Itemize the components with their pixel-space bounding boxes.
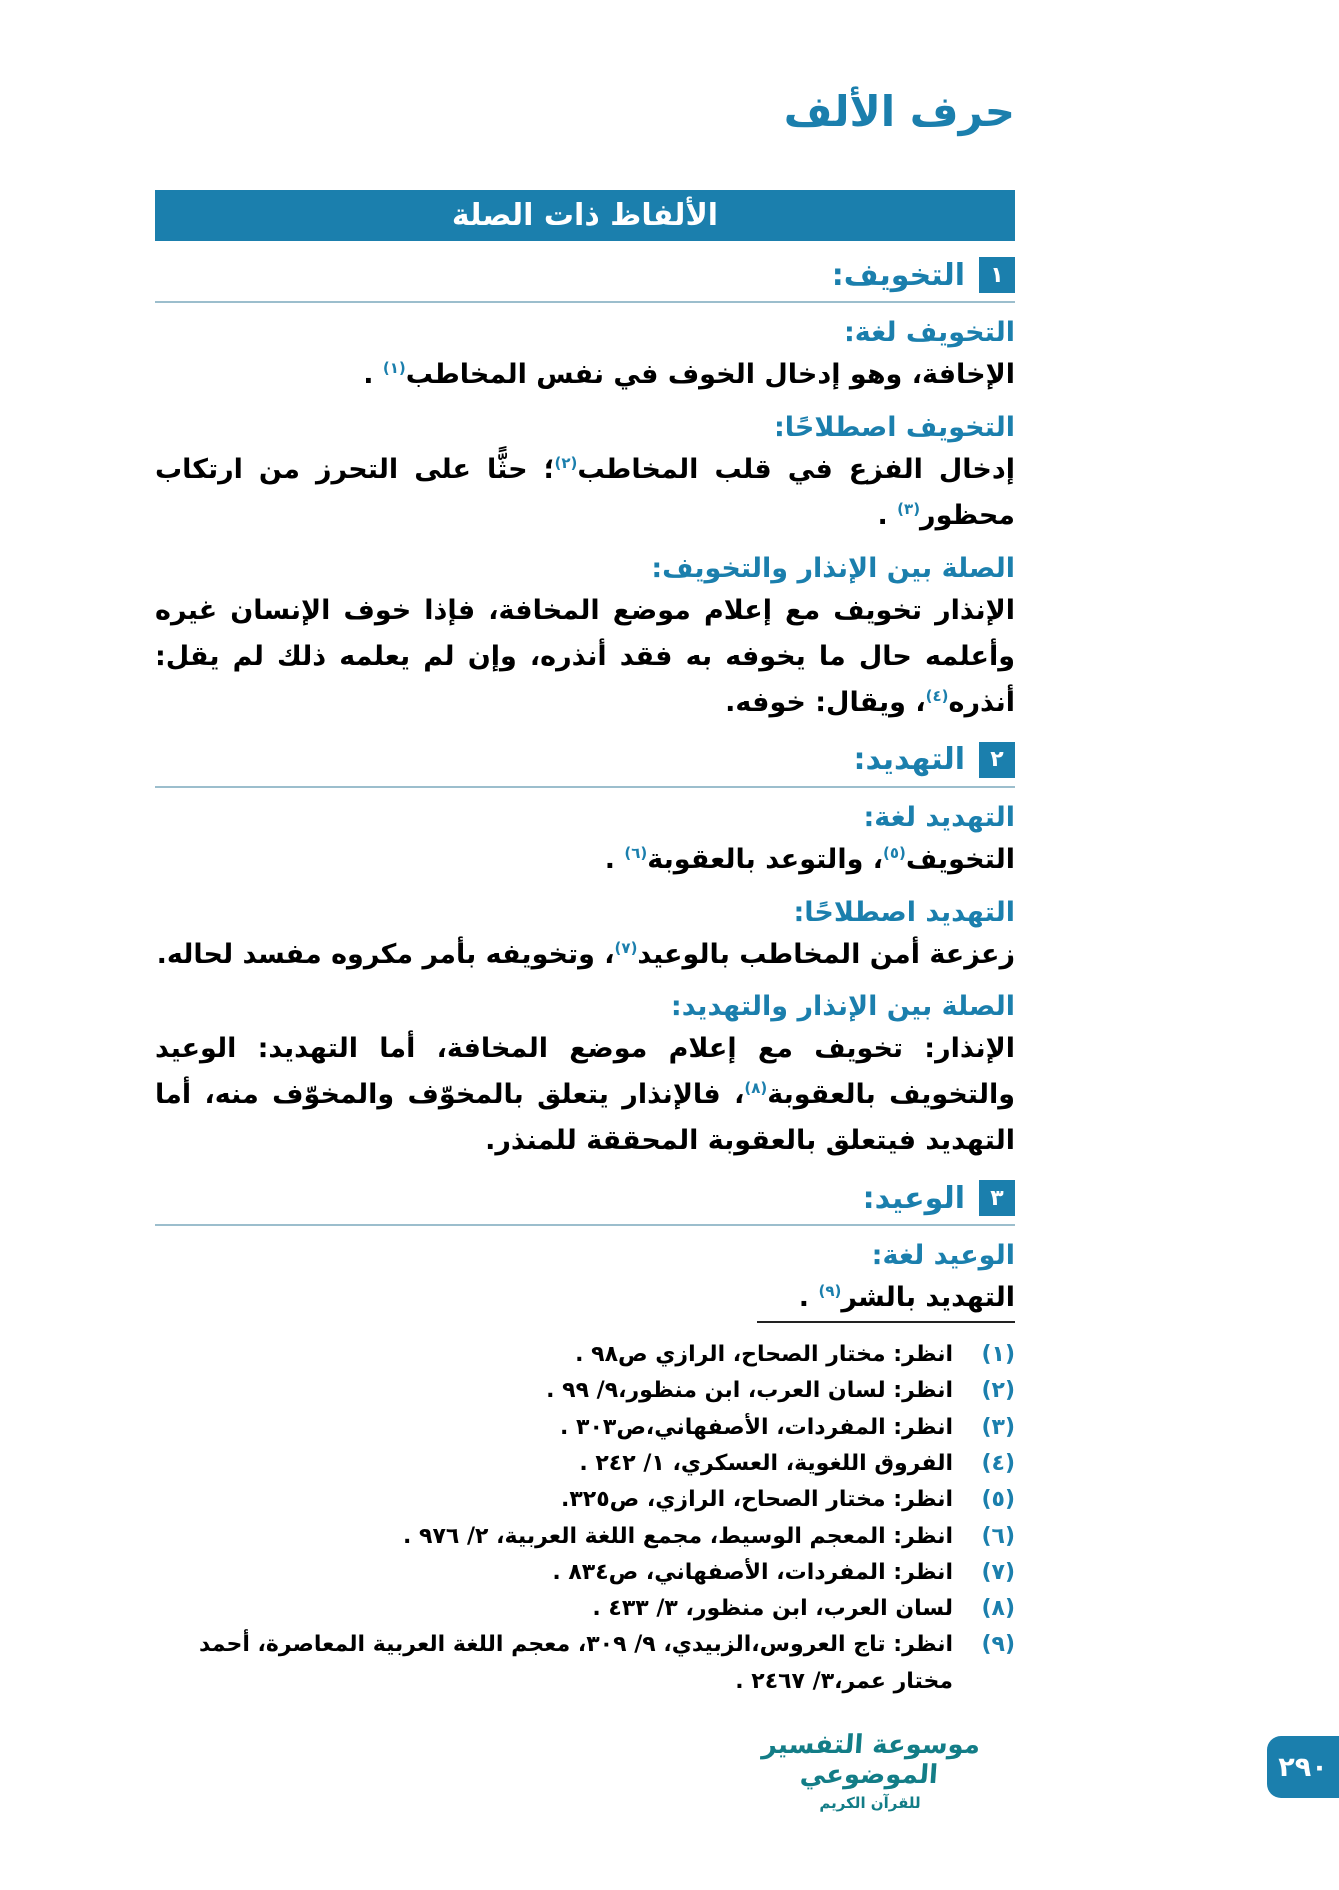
section-number-badge: ٢ (979, 742, 1015, 778)
footnote-text: انظر: المعجم الوسيط، مجمع اللغة العربية، ٢/ ٩٧٦ . (403, 1523, 953, 1549)
section-heading-row (155, 257, 1015, 293)
footnote-text: لسان العرب، ابن منظور، ٣/ ٤٣٣ . (592, 1596, 953, 1622)
footnote-number: (٦) (981, 1523, 1015, 1549)
footnote-ref: (٥) (883, 843, 906, 862)
section-title: الوعيد: (862, 1180, 965, 1216)
publisher-logo-title: موسوعة التفسير الموضوعي (760, 1730, 982, 1790)
section-rule (155, 1224, 1015, 1226)
footnote-number: (٩) (981, 1632, 1015, 1658)
subheading: التهديد لغة: (863, 801, 1015, 833)
body-paragraph: زعزعة أمن المخاطب بالوعيد$^{(٧)}$، وتخويفه بأمر مكروه مفسد لحاله. (156, 938, 1015, 970)
footnote-text: انظر: تاج العروس،الزبيدي، ٩/ ٣٠٩، معجم اللغة العربية المعاصرة، أحمد مختار عمر،٣/ ٢٤٦٧ . (199, 1632, 953, 1694)
footnote-ref: (٢) (554, 454, 578, 473)
footnote-number: (٣) (981, 1414, 1015, 1440)
subheading: التهديد اصطلاحًا: (793, 896, 1015, 928)
section-heading-row (155, 1180, 1015, 1216)
footnote-text: انظر: المفردات، الأصفهاني، ص٨٣٤ . (552, 1559, 953, 1585)
section-title: التخويف: (831, 257, 965, 293)
body-paragraph: إدخال الفزع في قلب المخاطب$^{(٢)}$؛ حثًّا على التحرز من ارتكاب محظور$^{(٣)}$ . (155, 454, 1015, 532)
section-heading-row (155, 742, 1015, 778)
footnote-number: (٧) (981, 1559, 1015, 1585)
section-takhwif (155, 257, 1015, 725)
footnote (155, 1555, 1015, 1591)
section-tahdid (155, 742, 1015, 1164)
footnote-number: (٢) (981, 1378, 1015, 1404)
footnote-ref: (٩) (818, 1282, 842, 1301)
page-number: ٢٩٠ (1278, 1751, 1328, 1783)
footnote-text: انظر: المفردات، الأصفهاني،ص٣٠٣ . (560, 1414, 953, 1440)
footnote-number: (٨) (981, 1596, 1015, 1622)
footnote-text: انظر: لسان العرب، ابن منظور،٩/ ٩٩ . (546, 1378, 953, 1404)
footnote-ref: (٦) (624, 843, 648, 862)
footnote-separator (757, 1321, 1015, 1323)
footnote-ref: (٧) (614, 938, 638, 957)
section-waid (155, 1180, 1015, 1321)
section-number-badge: ١ (979, 257, 1015, 293)
publisher-logo (750, 1730, 990, 1812)
body-paragraph: التهديد بالشر$^{(٩)}$ . (798, 1282, 1015, 1314)
page-number-badge (1267, 1736, 1339, 1798)
body-paragraph: الإنذار: تخويف مع إعلام موضع المخافة، أما التهديد: الوعيد والتخويف بالعقوبة$^{(٨)}$، فالإنذار يتعلق بالمخوّف والمخوّف منه، أما التهديد فيتعلق بالعقوبة المحققة للمنذر. (155, 1033, 1015, 1157)
footnote (155, 1410, 1015, 1446)
footnote-number: (٤) (981, 1450, 1015, 1476)
footnote (155, 1519, 1015, 1555)
footnote (155, 1482, 1015, 1518)
subheading: التخويف لغة: (843, 317, 1015, 349)
banner-title: الألفاظ ذات الصلة (451, 198, 719, 234)
section-rule (155, 301, 1015, 303)
subheading: الصلة بين الإنذار والتخويف: (651, 553, 1015, 585)
section-number-badge: ٣ (979, 1180, 1015, 1216)
chapter-header: حرف الألف (783, 87, 1015, 136)
body-paragraph: التخويف$^{(٥)}$، والتوعد بالعقوبة$^{(٦)}$ . (604, 843, 1015, 875)
footnote-number: (١) (981, 1342, 1015, 1368)
footnote-text: انظر: مختار الصحاح، الرازي ص٩٨ . (575, 1342, 953, 1368)
section-rule (155, 786, 1015, 788)
subheading: الصلة بين الإنذار والتهديد: (670, 991, 1015, 1023)
footnote (155, 1591, 1015, 1627)
footnote (155, 1627, 1015, 1700)
body-paragraph: الإخافة، وهو إدخال الخوف في نفس المخاطب$^{(١)}$ . (363, 359, 1015, 391)
body-paragraph: الإنذار تخويف مع إعلام موضع المخافة، فإذا خوف الإنسان غيره وأعلمه حال ما يخوفه به فقد أنذره، وإن لم يعلمه ذلك لم يقل: أنذره$^{(٤)}$، ويقال: خوفه. (155, 595, 1015, 718)
footnote (155, 1446, 1015, 1482)
footnote (155, 1373, 1015, 1409)
footnotes-block (155, 1321, 1015, 1700)
footnote-number: (٥) (981, 1487, 1015, 1513)
subheading: التخويف اصطلاحًا: (773, 412, 1015, 444)
footnote-ref: (٤) (925, 686, 949, 705)
section-banner (155, 190, 1015, 241)
footnote-ref: (١) (382, 359, 406, 378)
footnote-text: انظر: مختار الصحاح، الرازي، ص٣٢٥. (560, 1487, 953, 1513)
footnote (155, 1337, 1015, 1373)
subheading: الوعيد لغة: (871, 1240, 1015, 1272)
publisher-logo-subtitle: للقرآن الكريم (819, 1794, 921, 1812)
section-title: التهديد: (853, 742, 965, 778)
footnote-ref: (٨) (744, 1079, 768, 1098)
footnote-text: الفروق اللغوية، العسكري، ١/ ٢٤٢ . (579, 1450, 953, 1476)
footnote-ref: (٣) (897, 500, 921, 519)
